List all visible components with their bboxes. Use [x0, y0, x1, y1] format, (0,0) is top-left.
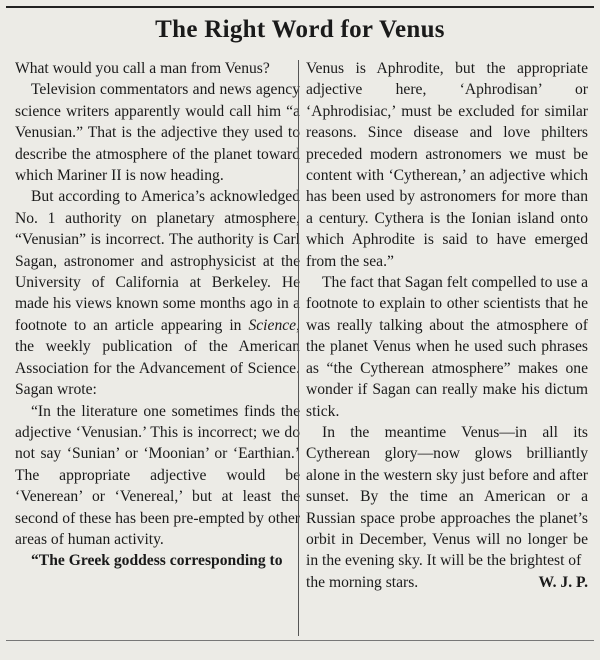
bottom-rule — [6, 640, 594, 641]
paragraph-3: But according to America’s acknowledged No. 1 authority on planetary atmosphere, “Venusian” is incorrect. The authority is Carl Sagan, astronomer and astrophysicist at the University of California at Berkeley. He made his views known some months ago in a footnote to an article appearing in Science, the weekly publication of the American Association for the Advancement of Science. Sagan wrote: — [15, 188, 300, 399]
signoff-line — [306, 572, 588, 593]
paragraph-1: What would you call a man from Venus? — [15, 60, 270, 77]
paragraph-2: Television commentators and news agency science writers apparently would call him “a Venusian.” That is the adjective they used to describe the atmosphere of the planet toward which Mariner II is now heading. — [15, 81, 300, 185]
headline: The Right Word for Venus — [155, 16, 445, 43]
paragraph-7: The fact that Sagan felt compelled to use a footnote to explain to other scientists that he was really talking about the atmosphere of the planet Venus when he used such phrases as “the Cytherean atmosphere” makes one wonder if Sagan can really make his dictum stick. — [306, 274, 588, 420]
paragraph-8: In the meantime Venus—in all its Cytherean glory—now glows brilliantly alone in the western sky just before and after sunset. By the time an American or a Russian space probe approaches the planet’s orbit in December, Venus will no longer be in the evening sky. It will be the brightest of — [306, 423, 588, 570]
left-column — [15, 58, 300, 572]
paragraph-5-quote-start: “The Greek goddess corresponding to — [31, 552, 283, 570]
paragraph-4-quote: “In the literature one sometimes finds the adjective ‘Venusian.’ This is incorrect; we do not say ‘Sunian’ or ‘Moonian’ or ‘Earthian.’ The appropriate adjective would be ‘Venerean’ or ‘Venereal,’ but at least the second of these has been pre-empted by other areas of human activity. — [15, 402, 300, 548]
author-signature: W. J. P. — [538, 573, 588, 591]
closing-line: the morning stars. — [306, 573, 419, 591]
journal-title: Science — [248, 316, 297, 334]
right-column — [306, 58, 588, 593]
column-divider — [298, 60, 299, 636]
paragraph-6-quote-end: Venus is Aphrodite, but the appropriate adjective here, ‘Aphrodisan’ or ‘Aphrodisiac,’ must be excluded for similar reasons. Since disease and love philters preceded modern astronomers we must be content with ‘Cytherean,’ an adjective which has been used by astronomers for more than a century. Cythera is the Ionian island onto which Aphrodite is said to have emerged from the sea.” — [306, 60, 588, 270]
top-rule — [6, 6, 594, 8]
